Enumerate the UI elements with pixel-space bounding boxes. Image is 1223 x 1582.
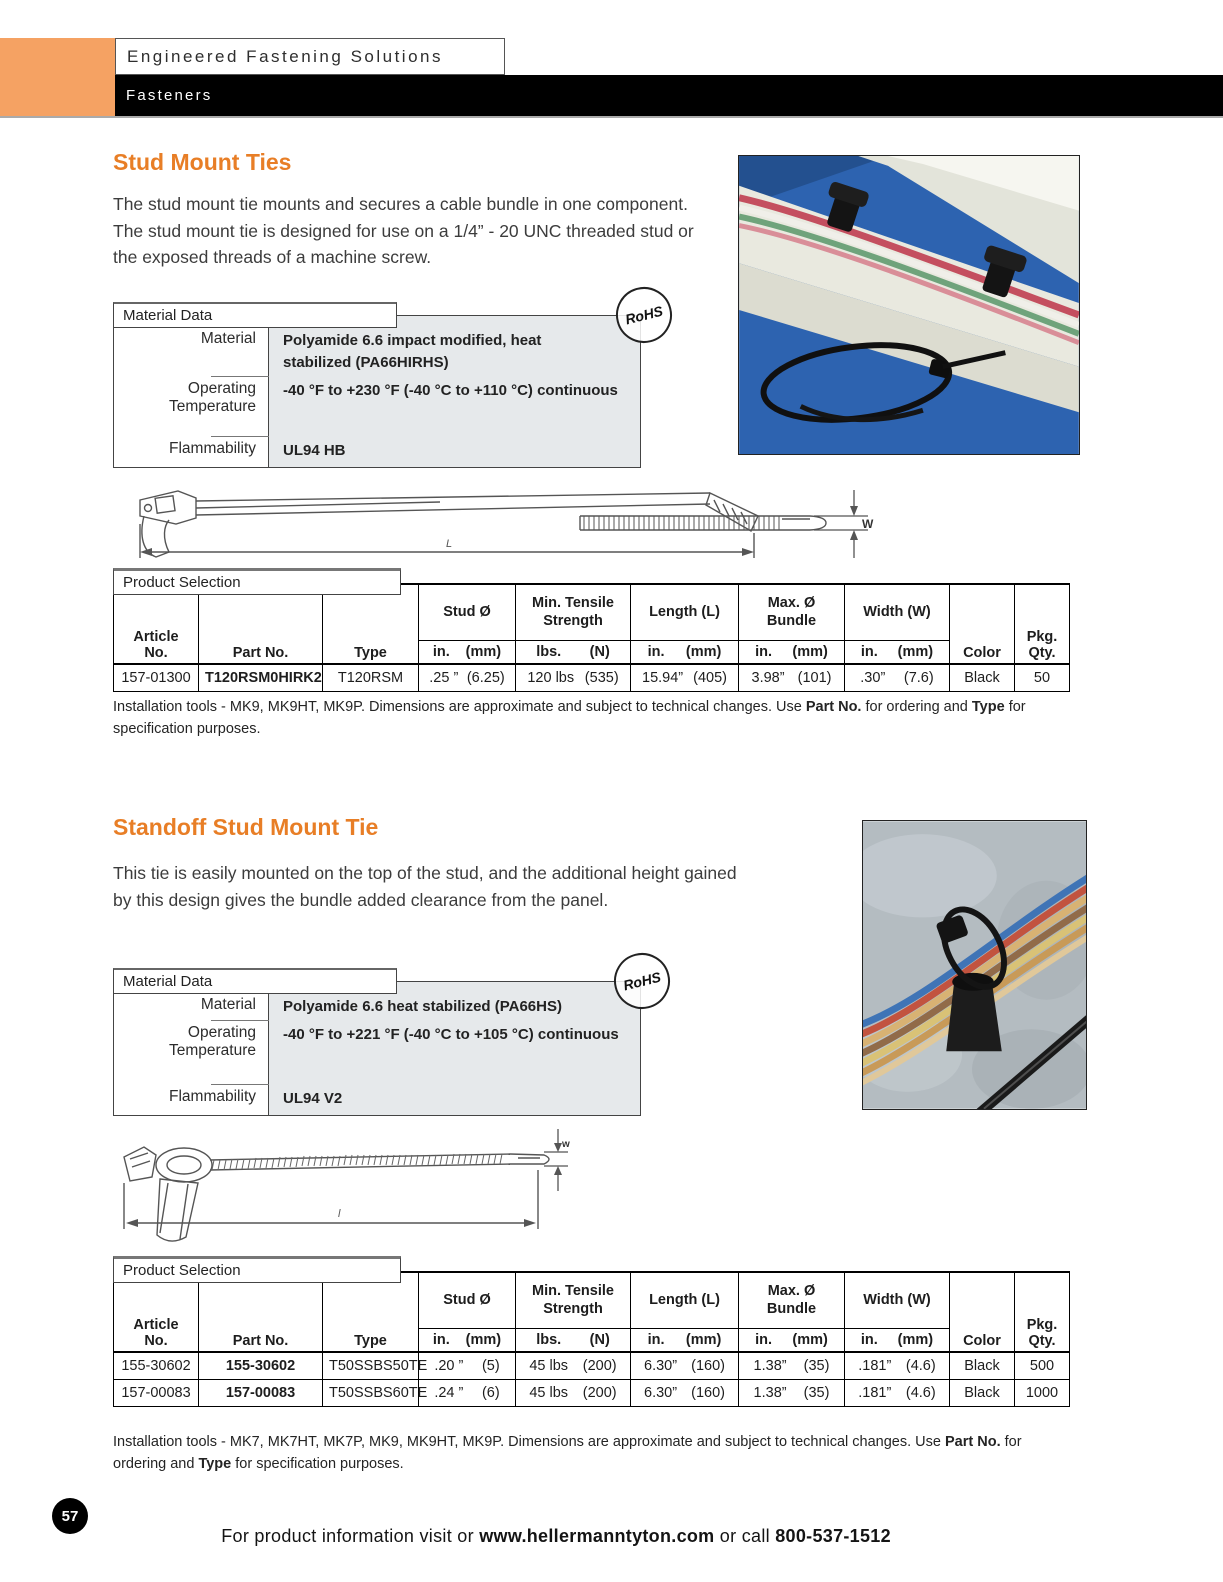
cell-bundle: 1.38” (35) xyxy=(739,1379,845,1406)
header-category-bar xyxy=(115,75,1223,116)
cell-tensile: 45 lbs (200) xyxy=(516,1379,631,1406)
col-color: Color xyxy=(950,1272,1015,1352)
drawing-2-width-label: w xyxy=(562,1139,570,1150)
header-tagline-box xyxy=(115,38,505,75)
product-selection-table-2 xyxy=(113,1256,1069,1407)
col-bundle: Max. Ø Bundle xyxy=(739,584,845,640)
col-part: Part No. xyxy=(199,584,323,664)
footnote-2: Installation tools - MK7, MK7HT, MK7P, MK9, MK9HT, MK9P. Dimensions are approximate and subject to technical changes. Use Part No. for ordering and Type for specification purposes. xyxy=(113,1434,1022,1472)
cell-type: T120RSM xyxy=(323,664,419,691)
col-type: Type xyxy=(323,584,419,664)
product-selection-tab-1: Product Selection xyxy=(113,568,401,595)
col-width: Width (W) xyxy=(845,584,950,640)
cell-article: 157-00083 xyxy=(114,1379,199,1406)
col-part: Part No. xyxy=(199,1272,323,1352)
operating-temperature-value: -40 °F to +230 °F (-40 °C to +110 °C) continuous xyxy=(269,377,640,437)
cell-width: .181” (4.6) xyxy=(845,1379,950,1406)
flammability-value: UL94 V2 xyxy=(269,1085,640,1115)
col-length: Length (L) xyxy=(631,584,739,640)
units-bundle: in. (mm) xyxy=(739,640,845,664)
header-category: Fasteners xyxy=(126,87,213,104)
cell-stud: .25 ” (6.25) xyxy=(419,664,516,691)
cell-stud: .24 ” (6) xyxy=(419,1379,516,1406)
cell-type: T50SSBS60TE xyxy=(323,1379,419,1406)
table-row xyxy=(114,1352,1070,1379)
material-value: Polyamide 6.6 impact modified, heat stabilized (PA66HIRHS) xyxy=(269,316,581,377)
header-rule xyxy=(0,116,1223,118)
section2-description: This tie is easily mounted on the top of the stud, and the additional height gained by this design gives the bundle added clearance from the panel. xyxy=(113,863,737,910)
cell-stud: .20 ” (5) xyxy=(419,1352,516,1379)
product-table-1 xyxy=(113,583,1070,692)
col-stud: Stud Ø xyxy=(419,584,516,640)
cell-pkg: 50 xyxy=(1015,664,1070,691)
material-data-box-1 xyxy=(113,315,641,468)
units-tensile: lbs. (N) xyxy=(516,1328,631,1352)
cell-color: Black xyxy=(950,1379,1015,1406)
material-label: Material xyxy=(114,316,269,377)
cell-article: 157-01300 xyxy=(114,664,199,691)
cell-part: 157-00083 xyxy=(199,1379,323,1406)
material-data-box-2 xyxy=(113,981,641,1116)
col-tensile: Min. Tensile Strength xyxy=(516,584,631,640)
drawing-2-art xyxy=(110,1125,570,1243)
section1-description: The stud mount tie mounts and secures a cable bundle in one component. The stud mount tie is designed for use on a 1/4” - 20 UNC threaded stud or the exposed threads of a machine screw. xyxy=(113,194,694,268)
technical-drawing-stud-mount xyxy=(110,478,880,574)
units-length: in. (mm) xyxy=(631,640,739,664)
product-selection-table-1 xyxy=(113,568,1069,692)
operating-temperature-value: -40 °F to +221 °F (-40 °C to +105 °C) continuous xyxy=(269,1021,640,1085)
cell-width: .181” (4.6) xyxy=(845,1352,950,1379)
cell-pkg: 500 xyxy=(1015,1352,1070,1379)
col-pkg: Pkg. Qty. xyxy=(1015,584,1070,664)
drawing-2-length-label: l xyxy=(338,1208,341,1220)
cell-tensile: 120 lbs (535) xyxy=(516,664,631,691)
footnote-1: Installation tools - MK9, MK9HT, MK9P. Dimensions are approximate and subject to technical changes. Use Part No. for ordering and Type for specification purposes. xyxy=(113,699,1026,737)
table-row xyxy=(114,1379,1070,1406)
product-table-2 xyxy=(113,1271,1070,1407)
cell-length: 6.30” (160) xyxy=(631,1352,739,1379)
cell-part: 155-30602 xyxy=(199,1352,323,1379)
footer-pre: For product information visit or xyxy=(221,1526,480,1546)
drawing-1-length-label: L xyxy=(446,538,453,550)
technical-drawing-standoff xyxy=(110,1125,570,1243)
material-data-table-2 xyxy=(113,968,641,1116)
col-article: Article No. xyxy=(114,584,199,664)
cell-bundle: 3.98” (101) xyxy=(739,664,845,691)
header-orange-block xyxy=(0,38,115,118)
material-data-table-1 xyxy=(113,302,641,468)
photo-stud-mount-ties xyxy=(738,155,1080,455)
table-row xyxy=(114,664,1070,691)
footer-url[interactable]: www.hellermanntyton.com xyxy=(479,1526,715,1546)
col-tensile: Min. Tensile Strength xyxy=(516,1272,631,1328)
footer-mid: or call xyxy=(714,1526,776,1546)
units-length: in. (mm) xyxy=(631,1328,739,1352)
material-data-tab-2: Material Data xyxy=(113,968,397,994)
cell-article: 155-30602 xyxy=(114,1352,199,1379)
material-data-tab-1: Material Data xyxy=(113,302,397,328)
photo-standoff-stud-mount-tie xyxy=(862,820,1087,1110)
units-stud: in. (mm) xyxy=(419,1328,516,1352)
col-stud: Stud Ø xyxy=(419,1272,516,1328)
units-width: in. (mm) xyxy=(845,640,950,664)
units-bundle: in. (mm) xyxy=(739,1328,845,1352)
col-type: Type xyxy=(323,1272,419,1352)
cell-tensile: 45 lbs (200) xyxy=(516,1352,631,1379)
units-tensile: lbs. (N) xyxy=(516,640,631,664)
section1-title: Stud Mount Ties xyxy=(113,149,292,175)
col-color: Color xyxy=(950,584,1015,664)
header-tagline: Engineered Fastening Solutions xyxy=(127,46,443,66)
footer-phone: 800-537-1512 xyxy=(775,1526,891,1546)
material-label: Material xyxy=(114,982,269,1021)
cell-pkg: 1000 xyxy=(1015,1379,1070,1406)
flammability-label: Flammability xyxy=(114,437,269,467)
cell-part: T120RSM0HIRK2 xyxy=(199,664,323,691)
cell-type: T50SSBS50TE xyxy=(323,1352,419,1379)
section2-title: Standoff Stud Mount Tie xyxy=(113,814,379,840)
col-pkg: Pkg. Qty. xyxy=(1015,1272,1070,1352)
units-width: in. (mm) xyxy=(845,1328,950,1352)
cell-width: .30” (7.6) xyxy=(845,664,950,691)
units-stud: in. (mm) xyxy=(419,640,516,664)
product-selection-tab-2: Product Selection xyxy=(113,1256,401,1283)
flammability-value: UL94 HB xyxy=(269,437,640,467)
rohs-stamp-2: RoHS xyxy=(608,947,676,1015)
material-value: Polyamide 6.6 heat stabilized (PA66HS) xyxy=(269,982,581,1021)
operating-temperature-label: Operating Temperature xyxy=(114,377,269,437)
flammability-label: Flammability xyxy=(114,1085,269,1115)
cell-color: Black xyxy=(950,1352,1015,1379)
operating-temperature-label: Operating Temperature xyxy=(114,1021,269,1085)
col-bundle: Max. Ø Bundle xyxy=(739,1272,845,1328)
cell-bundle: 1.38” (35) xyxy=(739,1352,845,1379)
col-article: Article No. xyxy=(114,1272,199,1352)
photo-standoff-art xyxy=(863,821,1086,1109)
page-number-badge: 57 xyxy=(52,1498,88,1534)
footer-info xyxy=(200,1505,891,1568)
cell-length: 15.94” (405) xyxy=(631,664,739,691)
cell-color: Black xyxy=(950,664,1015,691)
drawing-1-art xyxy=(110,478,880,574)
drawing-1-width-label: W xyxy=(862,517,874,531)
photo-stud-mount-ties-art xyxy=(739,156,1079,454)
col-width: Width (W) xyxy=(845,1272,950,1328)
col-length: Length (L) xyxy=(631,1272,739,1328)
rohs-stamp-1: RoHS xyxy=(610,281,678,349)
cell-length: 6.30” (160) xyxy=(631,1379,739,1406)
